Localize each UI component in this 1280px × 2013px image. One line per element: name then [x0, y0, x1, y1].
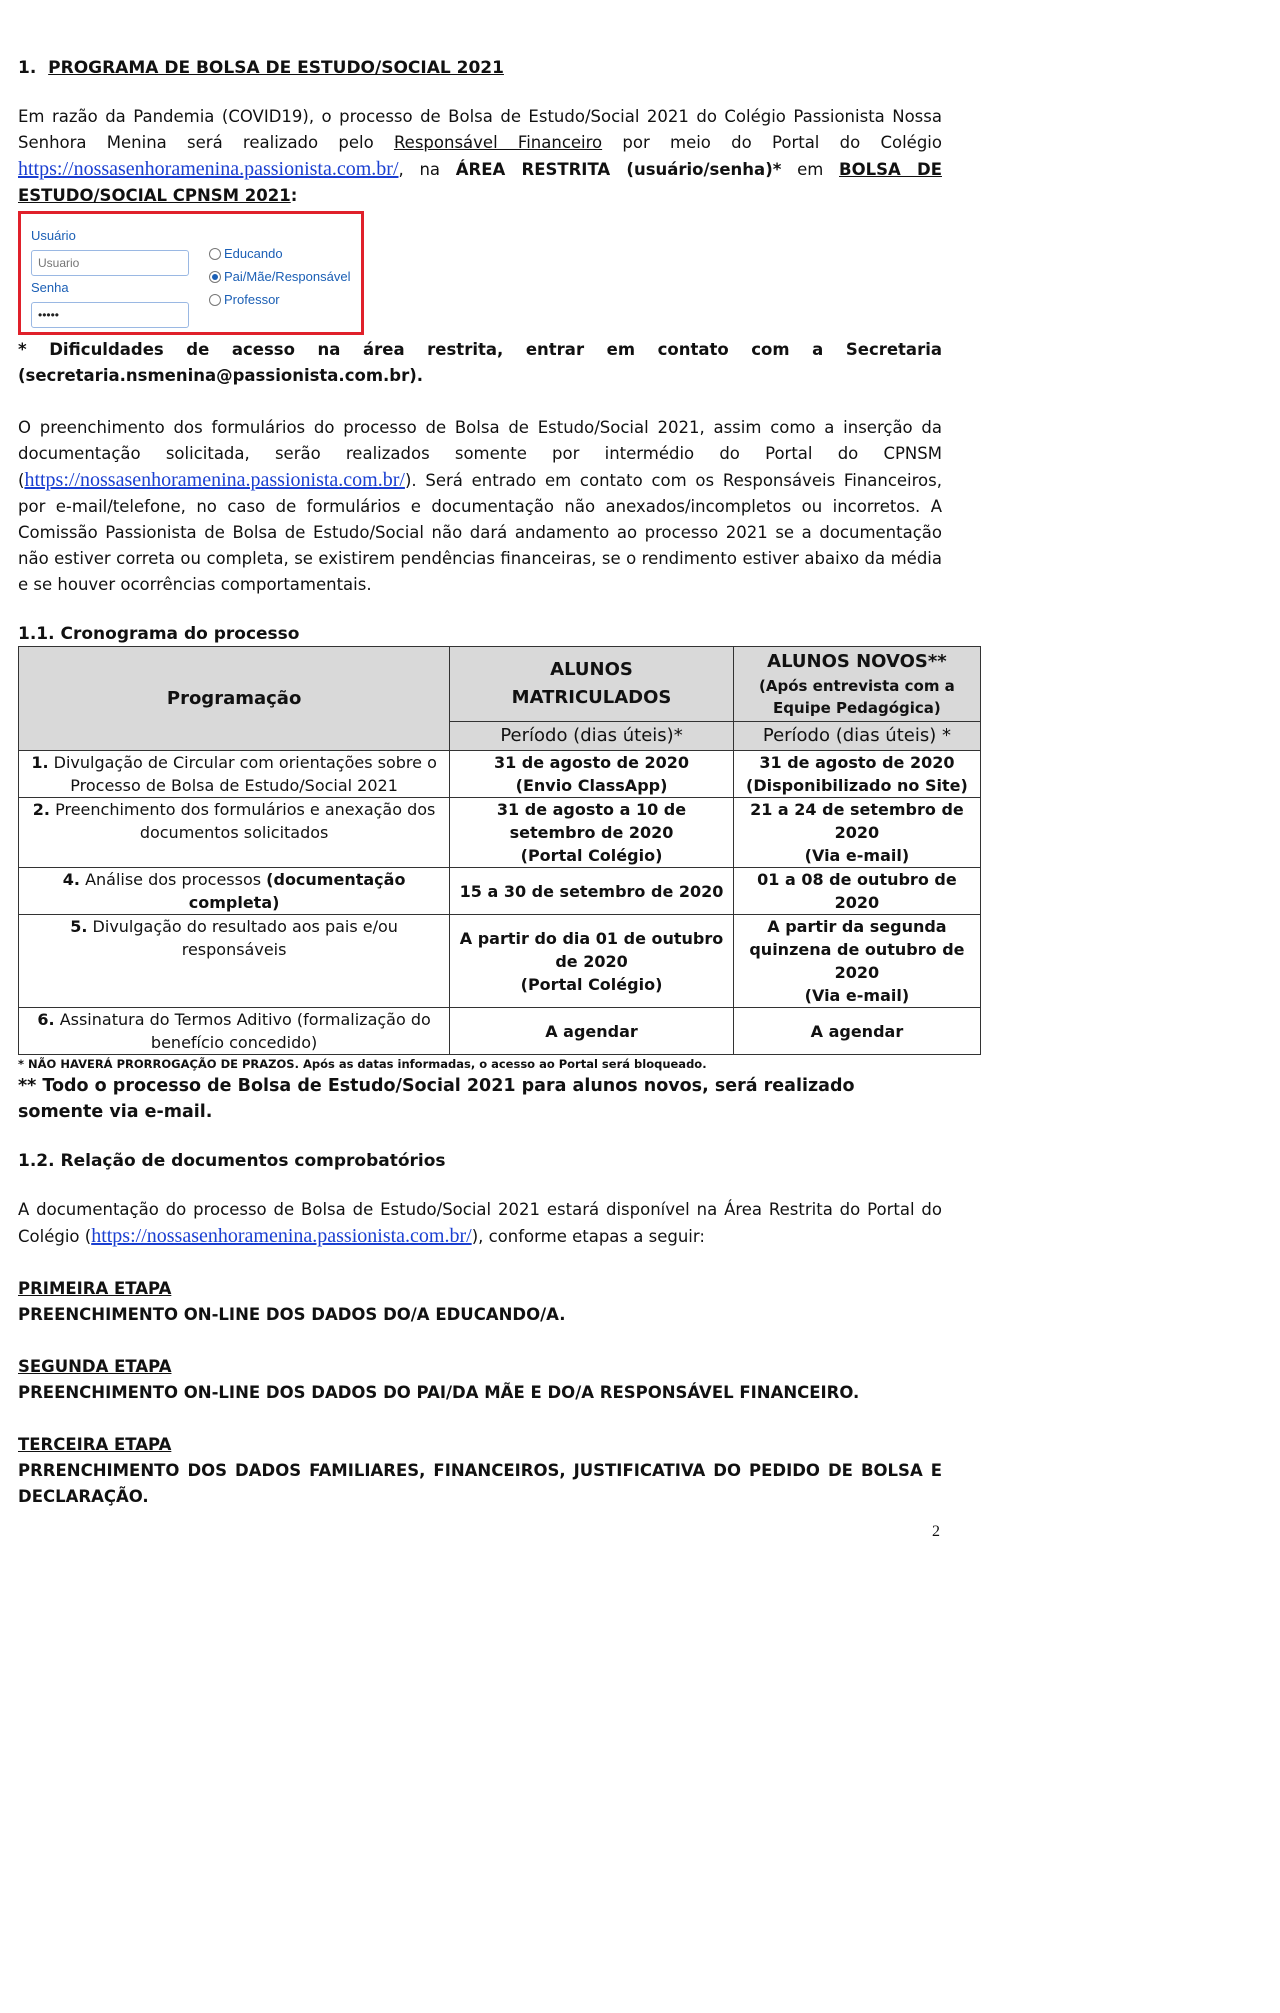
table-note-2: ** Todo o processo de Bolsa de Estudo/Social 2021 para alunos novos, será realizado somente via e-mail.	[18, 1076, 855, 1122]
cell-date: 31 de agosto de 2020	[493, 753, 690, 772]
row-novos: A agendar	[733, 1008, 980, 1055]
etapa-2-title: SEGUNDA ETAPA	[18, 1357, 172, 1376]
etapa-1-desc: PREENCHIMENTO ON-LINE DOS DADOS DO/A EDUCANDO/A.	[18, 1305, 566, 1324]
row-novos	[733, 915, 980, 1008]
access-note-line2: (secretaria.nsmenina@passionista.com.br).	[18, 366, 424, 385]
row-number: 4.	[62, 870, 80, 889]
radio-label: Pai/Mãe/Responsável	[224, 269, 351, 284]
header-novos-title: ALUNOS NOVOS**	[767, 651, 947, 672]
intro-text: Senhora Menina será realizado pelo	[18, 133, 394, 152]
row-programacao	[19, 751, 450, 798]
radio-icon	[209, 248, 221, 260]
row-matriculados: 15 a 30 de setembro de 2020	[450, 868, 734, 915]
etapa-3-desc: PRRENCHIMENTO DOS DADOS FAMILIARES, FINANCEIROS, JUSTIFICATIVA DO PEDIDO DE BOLSA E DECLARAÇÃO.	[18, 1461, 942, 1506]
row-novos: 01 a 08 de outubro de 2020	[733, 868, 980, 915]
table-note-1: * NÃO HAVERÁ PRORROGAÇÃO DE PRAZOS. Após as datas informadas, o acesso ao Portal será bloqueado.	[18, 1057, 707, 1071]
header-novos-sub: (Após entrevista com a Equipe Pedagógica)	[759, 677, 955, 717]
user-label: Usuário	[31, 228, 76, 243]
radio-responsavel[interactable]	[209, 269, 350, 284]
row-text-bold: (documentação completa)	[188, 870, 406, 912]
table-row	[19, 1008, 981, 1055]
radio-selected-icon	[209, 271, 221, 283]
intro-text: Em razão da Pandemia (COVID19), o processo de Bolsa de Estudo/Social 2021 do Colégio Passionista Nossa	[18, 107, 942, 126]
header-novos	[733, 647, 980, 722]
document-page	[18, 58, 968, 1510]
section-1-heading	[18, 58, 942, 78]
cell-channel: (Portal Colégio)	[520, 974, 663, 994]
etapa-2-desc: PREENCHIMENTO ON-LINE DOS DADOS DO PAI/DA MÃE E DO/A RESPONSÁVEL FINANCEIRO.	[18, 1383, 860, 1402]
row-text: Divulgação de Circular com orientações sobre o Processo de Bolsa de Estudo/Social 2021	[53, 753, 437, 795]
row-number: 5.	[70, 917, 88, 936]
intro-text: por meio do Portal do Colégio	[602, 133, 942, 152]
page-number: 2	[932, 1523, 940, 1540]
section-number: 1.	[18, 58, 37, 78]
radio-label: Educando	[224, 246, 283, 261]
responsavel-financeiro-link: Responsável Financeiro	[393, 133, 603, 152]
access-note-line1: * Dificuldades de acesso na área restrita, entrar em contato com a Secretaria	[18, 340, 942, 359]
cell-date: A partir do dia 01 de outubro de 2020	[459, 928, 724, 971]
paragraph-2	[18, 415, 942, 598]
row-number: 1.	[31, 753, 49, 772]
cell-channel: (Disponibilizado no Site)	[746, 776, 968, 795]
cell-date: 21 a 24 de setembro de 2020	[750, 800, 964, 842]
para-text: documentação solicitada, serão realizados somente por intermédio do Portal do CPNSM	[18, 444, 942, 463]
section-1-2-paragraph	[18, 1197, 942, 1250]
row-matriculados	[450, 751, 734, 798]
portal-url-link[interactable]: https://nossasenhoramenina.passionista.com.br/	[18, 158, 399, 180]
intro-text: :	[290, 186, 298, 205]
section-title: PROGRAMA DE BOLSA DE ESTUDO/SOCIAL 2021	[48, 58, 504, 78]
cell-channel: (Via e-mail)	[804, 986, 910, 1005]
cell-channel: (Via e-mail)	[804, 846, 910, 865]
radio-label: Professor	[224, 292, 280, 307]
intro-text: em	[781, 160, 840, 179]
row-novos	[733, 798, 980, 868]
row-programacao	[19, 868, 450, 915]
restricted-area-text: ÁREA RESTRITA (usuário/senha)*	[455, 160, 782, 179]
row-text: Análise dos processos	[85, 870, 267, 889]
cell-date: 31 de agosto de 2020	[759, 753, 955, 772]
para-text: A documentação do processo de Bolsa de Estudo/Social 2021 estará disponível na Área Restrita do Portal do	[18, 1200, 942, 1219]
para-text: ), conforme etapas a seguir:	[471, 1227, 705, 1246]
header-programacao: Programação	[19, 647, 450, 751]
row-matriculados: A agendar	[450, 1008, 734, 1055]
bolsa-menu-text: BOLSA DE ESTUDO/SOCIAL CPNSM 2021	[18, 160, 942, 205]
row-text: Divulgação do resultado aos pais e/ou responsáveis	[92, 917, 398, 959]
row-matriculados	[450, 798, 734, 868]
row-programacao	[19, 798, 450, 868]
row-text: Assinatura do Termos Aditivo (formalização do benefício concedido)	[59, 1010, 431, 1052]
etapa-1-title: PRIMEIRA ETAPA	[18, 1279, 172, 1298]
radio-educando[interactable]	[209, 246, 283, 261]
login-screenshot	[18, 211, 364, 335]
row-number: 2.	[32, 800, 50, 819]
portal-url-link[interactable]: https://nossasenhoramenina.passionista.com.br/	[91, 1225, 472, 1247]
password-input[interactable]: •••••	[31, 302, 189, 328]
section-1-2-heading: 1.2. Relação de documentos comprobatórios	[18, 1151, 446, 1171]
header-matriculados: ALUNOS MATRICULADOS	[450, 647, 734, 722]
row-number: 6.	[37, 1010, 55, 1029]
etapa-3-title: TERCEIRA ETAPA	[18, 1435, 172, 1454]
para-text: ). Será entrado em contato com os Responsáveis Financeiros, por e-mail/telefone, no caso de formulários e documentação não anexados/incompletos ou incorretos. A Comissão Passionista de Bolsa de Estudo/Social não dará andamento ao processo 2021 se a documentação não estiver correta ou completa, se existirem pendências financeiras, se o rendimento estiver abaixo da média e se houver ocorrências comportamentais.	[18, 471, 942, 594]
cell-date: 31 de agosto a 10 de setembro de 2020	[496, 800, 687, 842]
intro-text: , na	[398, 160, 456, 179]
radio-professor[interactable]	[209, 292, 280, 307]
section-1-1-heading: 1.1. Cronograma do processo	[18, 624, 300, 644]
table-row	[19, 915, 981, 1008]
row-text: Preenchimento dos formulários e anexação dos documentos solicitados	[55, 800, 436, 842]
row-programacao	[19, 915, 450, 1008]
table-row	[19, 868, 981, 915]
row-programacao	[19, 1008, 450, 1055]
row-novos	[733, 751, 980, 798]
para-text: Colégio (	[18, 1227, 92, 1246]
schedule-table	[18, 646, 981, 1055]
header-period-matriculados: Período (dias úteis)*	[450, 722, 734, 751]
table-row	[19, 751, 981, 798]
cell-channel: (Portal Colégio)	[520, 846, 663, 865]
password-label: Senha	[31, 280, 69, 295]
para-text: O preenchimento dos formulários do processo de Bolsa de Estudo/Social 2021, assim como a inserção da	[18, 418, 942, 437]
cell-channel: (Envio ClassApp)	[515, 776, 668, 795]
header-period-novos: Período (dias úteis) *	[733, 722, 980, 751]
intro-paragraph	[18, 104, 942, 209]
user-input[interactable]	[31, 250, 189, 276]
radio-icon	[209, 294, 221, 306]
table-row	[19, 798, 981, 868]
para-text: (	[18, 471, 25, 490]
cell-date: A partir da segunda quinzena de outubro de 2020	[749, 917, 965, 982]
portal-url-link[interactable]: https://nossasenhoramenina.passionista.com.br/	[24, 469, 405, 491]
row-matriculados	[450, 915, 734, 1008]
